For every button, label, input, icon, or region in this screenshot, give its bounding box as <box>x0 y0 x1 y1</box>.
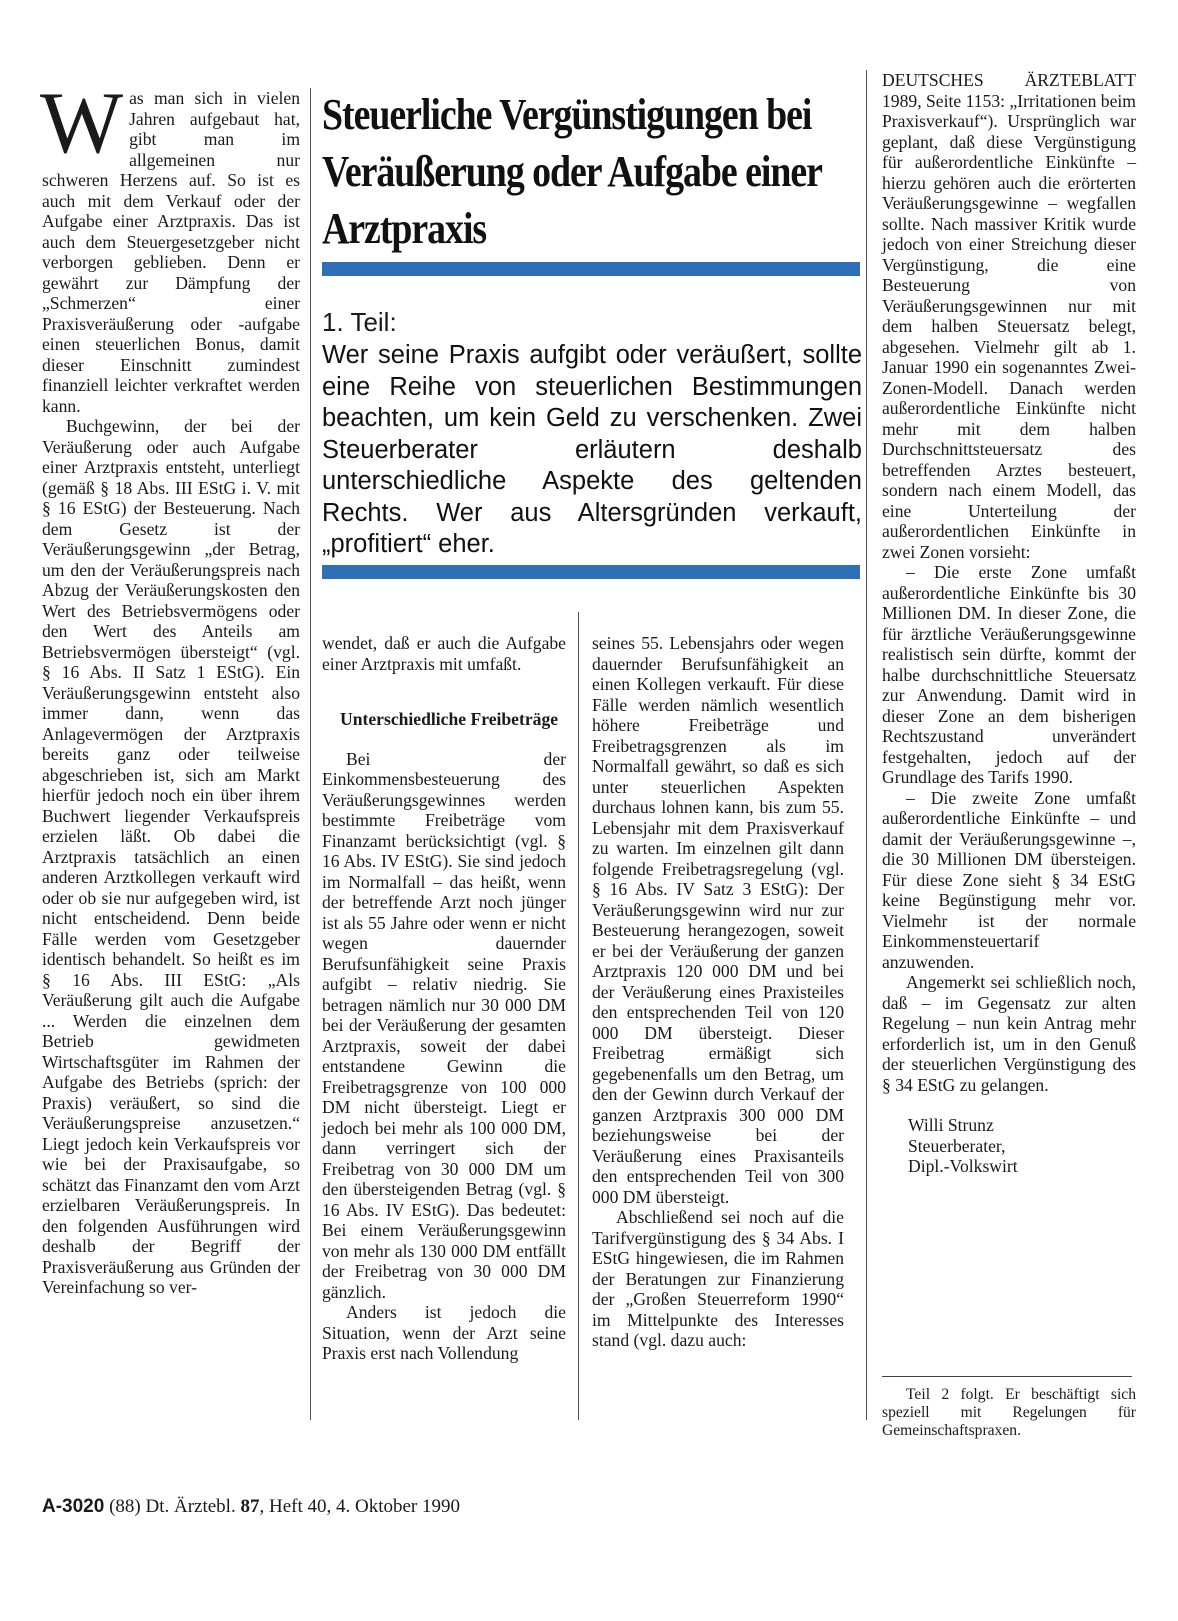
intro-text: as man sich in vielen Jahren aufgebaut hat, gibt man im allgemeinen nur schweren Herzens auf. So ist es auch mit dem Verkauf oder der Aufgabe einer Arztpraxis. Das ist auch dem Steuergesetzgeber nicht verborgen geblieben. Denn er gewährt zur Dämpfung der „Schmerzen“ einer Praxisveräußerung oder -aufgabe einen steuerlichen Bonus, damit dieser Einschnitt zumindest finanziell leichter verkraftet werden kann. <box>42 88 300 416</box>
page-number: A-3020 <box>42 1496 105 1517</box>
author-role: Steuerberater, <box>908 1135 1006 1156</box>
body-paragraph: DEUTSCHES ÄRZTEBLATT 1989, Seite 1153: „Irritationen beim Praxisverkauf“). Ursprünglich war geplant, daß diese Vergünstigung für außerordentliche Einkünfte – hierzu gehören auch die erörterten Veräußerungsgewinne – wegfallen sollte. Nach massiver Kritik wurde jedoch von einer Streichung dieser Vergünstigung, die eine Besteuerung von Veräußerungsgewinnen nur mit dem halben Steuersatz belegt, abgesehen. Vielmehr gilt ab 1. Januar 1990 ein sogenanntes Zwei-Zonen-Modell. Danach werden außerordentliche Einkünfte nicht mehr mit dem halben Durchschnittsteuersatz des betreffenden Arztes besteuert, sondern nach einem Modell, das eine Unterteilung der außerordentlichen Einkünfte in zwei Zonen vorsieht: <box>882 70 1136 562</box>
author-name: Willi Strunz <box>908 1115 994 1135</box>
page-footer <box>42 1496 460 1518</box>
body-paragraph: Bei der Einkommensbesteuerung des Veräußerungsgewinnes werden bestimmte Freibeträge vom Finanzamt berücksichtigt (vgl. § 16 Abs. IV EStG). Sie sind jedoch im Normalfall – das heißt, wenn der betreffende Arzt noch jünger ist als 55 Jahre oder wenn er nicht wegen dauernder Berufsunfähigkeit seine Praxis aufgibt – relativ niedrig. Sie betragen nämlich nur 30 000 DM bei der Veräußerung der gesamten Arztpraxis, soweit der dabei entstandene Gewinn die Freibetragsgrenze von 100 000 DM nicht übersteigt. Liegt er jedoch bei mehr als 100 000 DM, dann verringert sich der Freibetrag von 30 000 DM um den übersteigenden Betrag (vgl. § 16 Abs. IV EStG). Das bedeutet: Bei einem Veräußerungsgewinn von mehr als 130 000 DM entfällt der Freibetrag von 30 000 DM gänzlich. <box>322 748 566 1302</box>
body-paragraph: wendet, daß er auch die Aufgabe einer Arztpraxis mit umfaßt. <box>322 633 566 674</box>
citation-suffix: , Heft 40, 4. Oktober 1990 <box>259 1496 460 1517</box>
article-lede: Wer seine Praxis aufgibt oder veräußert, sollte eine Reihe von steuerlichen Bestimmungen beachten, um kein Geld zu verschenken. Zwei Steuerberater erläutern deshalb unterschiedliche Aspekte des geltenden Rechts. Wer aus Altersgründen verkauft, „profitiert“ eher. <box>322 341 862 558</box>
article-column-2 <box>322 633 566 1364</box>
article-column-1 <box>40 75 300 1298</box>
body-paragraph: seines 55. Lebensjahrs oder wegen dauernder Berufsunfähigkeit an einen Kollegen verkauft. Für diese Fälle werden nämlich wesentlich höhere Freibeträge und Freibetragsgrenzen als im Normalfall gewährt, so daß es sich unter steuerlichen Aspekten durchaus lohnen kann, bis zum 55. Lebensjahr mit dem Praxisverkauf zu warten. Im einzelnen gilt dann folgende Freibetragsregelung (vgl. § 16 Abs. IV Satz 3 EStG): Der Veräußerungsgewinn wird nur zur Besteuerung herangezogen, soweit er bei der Veräußerung der ganzen Arztpraxis 120 000 DM und bei der Veräußerung eines Praxisteiles den entsprechenden Teil von 120 000 DM übersteigt. Dieser Freibetrag ermäßigt sich gegebenenfalls um den Betrag, um den der Gewinn durch Verkauf der ganzen Arztpraxis 300 000 DM beziehungsweise bei der Veräußerung eines Praxisanteils den entsprechenden Teil von 300 000 DM übersteigt. <box>592 633 844 1207</box>
citation-prefix: (88) Dt. Ärztebl. <box>104 1496 241 1517</box>
body-paragraph: – Die erste Zone umfaßt außerordentliche Einkünfte bis 30 Millionen DM. In dieser Zone, die für ärztliche Veräußerungsgewinne realistisch sein dürfte, kommt der halbe durchschnittliche Steuersatz zur Anwendung. Damit wird in dieser Zone an dem bisherigen Rechtszustand unverändert festgehalten, jedoch auf der Grundlage des Tarifs 1990. <box>882 562 1136 787</box>
accent-bar-bottom <box>322 565 860 579</box>
author-role: Dipl.-Volkswirt <box>908 1156 1018 1176</box>
footnote-rule <box>882 1376 1132 1377</box>
column-rule <box>578 612 579 1420</box>
article-headline: Steuerliche Vergünstigungen bei Veräußerung oder Aufgabe einer Arztpraxis <box>322 90 822 253</box>
footnote: Teil 2 folgt. Er beschäftigt sich speziell mit Regelungen für Gemeinschaftspraxen. <box>882 1386 1136 1439</box>
body-paragraph: Buchgewinn, der bei der Veräußerung oder auch Aufgabe einer Arztpraxis entsteht, unterliegt (gemäß § 18 Abs. III EStG i. V. mit § 16 EStG) der Besteuerung. Nach dem Gesetz ist der Veräußerungsgewinn „der Betrag, um den der Veräußerungspreis nach Abzug der Veräußerungskosten den Wert des Betriebsvermögens oder den Wert des Anteils am Betriebsvermögen übersteigt“ (vgl. § 16 Abs. II Satz 1 EStG). Ein Veräußerungsgewinn entsteht also immer dann, wenn das Anlagevermögen der Arztpraxis bereits ganz oder teilweise abgeschrieben ist, sich am Markt hierfür jedoch noch ein über ihrem Buchwert liegender Verkaufspreis erzielen läßt. Ob dabei die Arztpraxis tatsächlich an einen anderen Arztkollegen verkauft wird oder ob sie nur aufgegeben wird, ist nicht entscheidend. Denn beide Fälle werden vom Gesetzgeber identisch behandelt. So heißt es im § 16 Abs. III EStG: „Als Veräußerung gilt auch die Aufgabe ... Werden die einzelnen dem Betrieb gewidmeten Wirtschaftsgüter im Rahmen der Aufgabe des Betriebs (sprich: der Praxis) veräußert, so sind die Veräußerungspreise anzusetzen.“ Liegt jedoch kein Verkaufspreis vor wie bei der Praxisaufgabe, so schätzt das Finanzamt den vom Arzt erzielbaren Veräußerungspreis. In den folgenden Ausführungen wird deshalb der Begriff der Praxisveräußerung aus Gründen der Vereinfachung so ver- <box>42 416 300 1297</box>
body-paragraph: – Die zweite Zone umfaßt außerordentliche Einkünfte – und damit der Veräußerungsgewinne –, die 30 Millionen DM übersteigen. Für diese Zone sieht § 34 EStG keine Begünstigung mehr vor. Vielmehr ist der normale Einkommensteuertarif anzuwenden. <box>882 787 1136 972</box>
body-paragraph: Anders ist jedoch die Situation, wenn der Arzt seine Praxis erst nach Vollendung <box>322 1302 566 1363</box>
column-rule <box>310 88 311 1420</box>
accent-bar-top <box>322 262 860 276</box>
article-column-3 <box>592 633 844 1351</box>
body-paragraph: Abschließend sei noch auf die Tarifvergünstigung des § 34 Abs. I EStG hingewiesen, die im Rahmen der Beratungen zur Finanzierung der „Großen Steuerreform 1990“ im Mittelpunkte des Interesses stand (vgl. dazu auch: <box>592 1207 844 1350</box>
article-column-4 <box>882 70 1136 1177</box>
drop-cap: W <box>40 75 124 172</box>
column-rule <box>866 70 867 1420</box>
body-paragraph: Angemerkt sei schließlich noch, daß – im Gegensatz zur alten Regelung – nun kein Antrag mehr erforderlich ist, um in den Genuß der steuerlichen Vergünstigung des § 34 EStG zu gelangen. <box>882 972 1136 1095</box>
section-subheading: Unterschiedliche Freibeträge <box>340 709 559 729</box>
intro-paragraph <box>40 75 300 416</box>
volume-number: 87 <box>240 1496 260 1517</box>
series-label: 1. Teil: <box>322 307 397 337</box>
